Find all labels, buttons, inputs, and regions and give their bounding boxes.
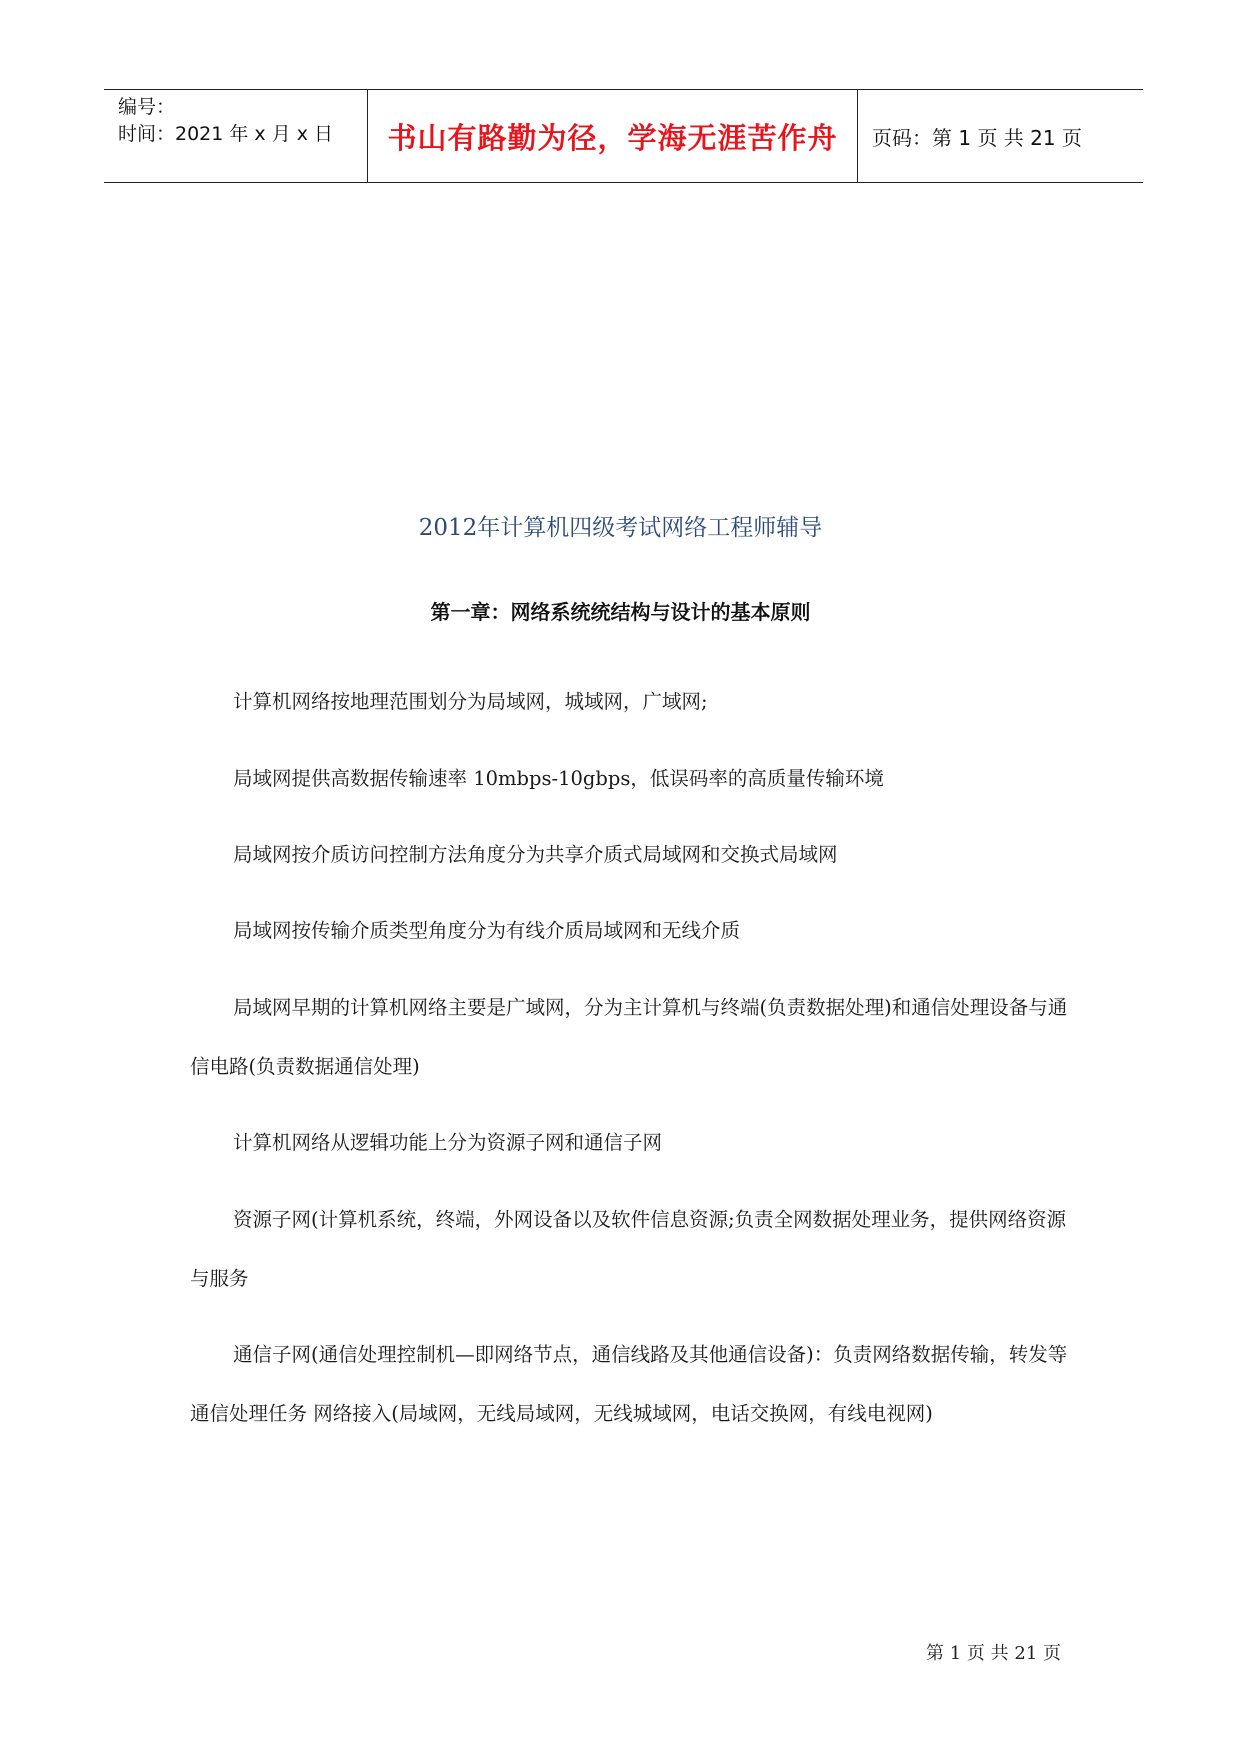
paragraph: 计算机网络按地理范围划分为局域网，城域网，广域网; (233, 690, 708, 713)
number-label: 编号： (118, 96, 176, 118)
paragraph: 局域网按介质访问控制方法角度分为共享介质式局域网和交换式局域网 (233, 843, 838, 866)
paragraph: 资源子网(计算机系统，终端，外网设备以及软件信息资源;负责全网数据处理业务，提供网络资源与服务 (190, 1208, 1067, 1290)
header-meta-cell (104, 90, 368, 182)
paragraph: 局域网早期的计算机网络主要是广域网，分为主计算机与终端(负责数据处理)和通信处理设备与通信电路(负责数据通信处理) (190, 996, 1068, 1078)
paragraph: 局域网提供高数据传输速率 10mbps-10gbps，低误码率的高质量传输环境 (233, 767, 884, 790)
paragraph: 局域网按传输介质类型角度分为有线介质局域网和无线介质 (233, 919, 741, 942)
page-footer: 第 1 页 共 21 页 (926, 1643, 1061, 1664)
time-label: 时间：2021 年 x 月 x 日 (118, 123, 334, 145)
header-page-info: 页码：第 1 页 共 21 页 (872, 125, 1082, 150)
document-title: 2012年计算机四级考试网络工程师辅导 (418, 515, 823, 541)
header-motto: 书山有路勤为径，学海无涯苦作舟 (368, 90, 858, 182)
header-table (104, 89, 1143, 183)
paragraph: 通信子网(通信处理控制机—即网络节点，通信线路及其他通信设备)：负责网络数据传输，转发等通信处理任务 网络接入(局域网，无线局域网，无线城域网，电话交换网，有线电视网) (190, 1343, 1068, 1425)
chapter-heading: 第一章：网络系统统结构与设计的基本原则 (430, 600, 811, 624)
paragraph: 计算机网络从逻辑功能上分为资源子网和通信子网 (233, 1131, 663, 1154)
